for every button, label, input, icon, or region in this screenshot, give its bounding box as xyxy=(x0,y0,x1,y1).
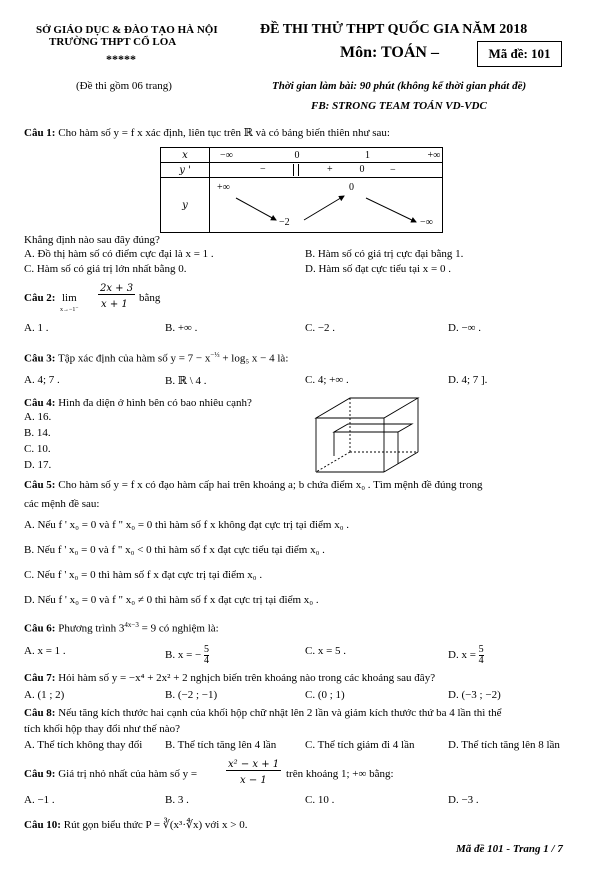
q1-prompt: Khẳng định nào sau đây đúng? xyxy=(24,234,160,246)
q9-denominator: x − 1 xyxy=(240,775,267,786)
y-val-pos-inf: +∞ xyxy=(217,182,230,193)
q7-option-b[interactable]: B. (−2 ; −1) xyxy=(165,689,218,701)
q6-option-c[interactable]: C. x = 5 . xyxy=(305,645,347,657)
question-label: Câu 4: xyxy=(24,397,56,409)
table-y-label: y xyxy=(161,178,210,233)
q3-exponent: −⅓ xyxy=(210,351,220,359)
question-1 xyxy=(24,126,390,139)
question-text: Phương trình 3 xyxy=(58,622,125,635)
q8-option-d[interactable]: D. Thể tích tăng lên 8 lần xyxy=(448,739,560,751)
yp-sign-3: − xyxy=(390,164,396,176)
school-dept: SỞ GIÁO DỤC & ĐÀO TẠO HÀ NỘI xyxy=(36,24,218,36)
q3-option-a[interactable]: A. 4; 7 . xyxy=(24,374,60,386)
question-3 xyxy=(24,351,288,365)
q6-exponent: 4x−3 xyxy=(124,621,139,629)
variation-arrows xyxy=(200,190,440,230)
q1-option-a[interactable]: A. Đồ thị hàm số có điểm cực đại là x = 1 . xyxy=(24,248,214,260)
q9-numerator: x² − x + 1 xyxy=(228,759,280,770)
q2-option-b[interactable]: B. +∞ . xyxy=(165,322,198,334)
y-val-0: 0 xyxy=(349,182,354,193)
limit-symbol: lim xyxy=(62,292,77,304)
y-val-neg-inf: −∞ xyxy=(420,217,433,228)
y-val-neg-2: −2 xyxy=(279,217,290,228)
q2-option-c[interactable]: C. −2 . xyxy=(305,322,336,334)
yp-sign-1: − xyxy=(260,164,266,176)
q4-option-d[interactable]: D. 17. xyxy=(24,459,52,471)
option-prefix: B. x = − xyxy=(165,649,202,662)
question-8 xyxy=(24,707,502,719)
q5-option-b[interactable]: B. Nếu f ' x₀ = 0 và f " x₀ < 0 thì hàm số f x đạt cực tiểu tại điểm x₀ . xyxy=(24,544,325,556)
page-footer: Mã đề 101 - Trang 1 / 7 xyxy=(456,843,563,855)
q7-option-a[interactable]: A. (1 ; 2) xyxy=(24,689,65,701)
q1-option-b[interactable]: B. Hàm số có giá trị cực đại bằng 1. xyxy=(305,248,464,260)
q9-text-2: trên khoảng 1; +∞ bằng: xyxy=(286,768,394,780)
question-label: Câu 10: xyxy=(24,819,61,831)
q5-text-2: các mệnh đề sau: xyxy=(24,498,100,510)
q2-option-d[interactable]: D. −∞ . xyxy=(448,322,481,334)
school-name: TRƯỜNG THPT CỔ LOA xyxy=(49,36,177,48)
q2-tail: bằng xyxy=(139,292,161,304)
question-text: Hình đa diện ở hình bên có bao nhiêu cạnh? xyxy=(58,397,252,409)
q5-option-a[interactable]: A. Nếu f ' x₀ = 0 và f " x₀ = 0 thì hàm số f x không đạt cực trị tại điểm x₀ . xyxy=(24,519,350,531)
q9-option-b[interactable]: B. 3 . xyxy=(165,794,189,806)
q4-option-b[interactable]: B. 14. xyxy=(24,427,51,439)
question-text: Tập xác định của hàm số y = 7 − x xyxy=(58,352,211,365)
question-label: Câu 5: xyxy=(24,479,56,491)
question-label: Câu 2: xyxy=(24,292,56,304)
q6-option-b[interactable] xyxy=(165,645,209,666)
question-text: Giá trị nhỏ nhất của hàm số y = xyxy=(58,768,198,780)
question-label: Câu 1: xyxy=(24,127,56,139)
q5-option-c[interactable]: C. Nếu f ' x₀ = 0 thì hàm số f x đạt cực trị tại điểm x₀ . xyxy=(24,569,263,581)
q9-option-c[interactable]: C. 10 . xyxy=(305,794,335,806)
q7-option-d[interactable]: D. (−3 ; −2) xyxy=(448,689,501,701)
q6-option-a[interactable]: A. x = 1 . xyxy=(24,645,66,657)
question-9 xyxy=(24,768,197,780)
q2-denominator: x + 1 xyxy=(101,299,128,310)
q4-option-a[interactable]: A. 16. xyxy=(24,411,52,423)
question-label: Câu 9: xyxy=(24,768,56,780)
q4-option-c[interactable]: C. 10. xyxy=(24,443,51,455)
fraction-num: 5 xyxy=(478,644,484,655)
q3-option-b[interactable]: B. ℝ \ 4 . xyxy=(165,375,207,387)
time-note: Thời gian làm bài: 90 phút (không kể thời gian phát đề) xyxy=(272,80,527,92)
question-label: Câu 6: xyxy=(24,622,56,635)
x-val-pos-inf: +∞ xyxy=(427,149,441,161)
question-6 xyxy=(24,621,219,635)
question-text: Hỏi hàm số y = −x⁴ + 2x² + 2 nghịch biến trên khoảng nào trong các khoảng sau đây? xyxy=(58,672,436,684)
q2-numerator: 2x + 3 xyxy=(100,283,134,294)
fraction xyxy=(204,645,209,666)
question-4 xyxy=(24,397,252,409)
fraction-den: 4 xyxy=(478,655,484,666)
question-text-2: = 9 có nghiệm là: xyxy=(138,622,219,635)
question-5 xyxy=(24,479,482,491)
q6-option-d[interactable] xyxy=(448,645,484,666)
exam-code-box: Mã đề: 101 xyxy=(477,41,562,67)
q5-option-d[interactable]: D. Nếu f ' x₀ = 0 và f " x₀ ≠ 0 thì hàm số f x đạt cực trị tại điểm x₀ . xyxy=(24,594,319,606)
fraction-den: 4 xyxy=(204,655,209,666)
question-7 xyxy=(24,672,435,684)
exam-title: ĐỀ THI THỬ THPT QUỐC GIA NĂM 2018 xyxy=(260,22,528,37)
question-10 xyxy=(24,818,248,831)
q8-option-c[interactable]: C. Thể tích giảm đi 4 lần xyxy=(305,739,415,751)
fraction xyxy=(479,645,484,666)
question-label: Câu 8: xyxy=(24,707,56,719)
table-yp-label: y ' xyxy=(161,163,210,178)
limit-sub: x→−1⁻ xyxy=(60,307,79,313)
question-2 xyxy=(24,292,55,304)
polyhedron-figure xyxy=(312,396,422,476)
question-text: Cho hàm số y = f x xác định, liên tục trên ℝ và có bảng biến thiên như sau: xyxy=(58,127,390,139)
q1-option-c[interactable]: C. Hàm số có giá trị lớn nhất bằng 0. xyxy=(24,263,187,275)
x-val-0: 0 xyxy=(294,149,300,161)
q1-option-d[interactable]: D. Hàm số đạt cực tiểu tại x = 0 . xyxy=(305,263,451,275)
x-val-1: 1 xyxy=(365,149,370,161)
table-x-row xyxy=(210,148,443,163)
q3-option-d[interactable]: D. 4; 7 ]. xyxy=(448,374,488,386)
q8-text-2: tích khối hộp thay đổi như thế nào? xyxy=(24,723,180,735)
q3-option-c[interactable]: C. 4; +∞ . xyxy=(305,374,349,386)
pages-note: (Đề thi gồm 06 trang) xyxy=(76,80,172,92)
question-label: Câu 7: xyxy=(24,672,56,684)
table-x-label: x xyxy=(161,148,210,163)
subject: Môn: TOÁN – xyxy=(340,44,439,61)
question-text: Cho hàm số y = f x có đạo hàm cấp hai trên khoảng a; b chứa điểm x₀ . Tìm mệnh đề đúng trong xyxy=(58,479,483,491)
question-text: Rút gọn biểu thức P = ∛(x³·∜x) với x > 0. xyxy=(63,819,248,831)
yp-zero: 0 xyxy=(359,164,365,176)
question-text: Nếu tăng kích thước hai cạnh của khối hộp chữ nhật lên 2 lần và giảm kích thước thứ ba 4 lần thì thể xyxy=(58,707,502,719)
header-stars: ***** xyxy=(106,52,136,66)
q9-option-d[interactable]: D. −3 . xyxy=(448,794,479,806)
q7-option-c[interactable]: C. (0 ; 1) xyxy=(305,689,345,701)
option-prefix: D. x = xyxy=(448,649,479,662)
yp-sign-2: + xyxy=(327,164,333,176)
q8-option-a[interactable]: A. Thể tích không thay đổi xyxy=(24,739,143,751)
question-label: Câu 3: xyxy=(24,352,56,365)
fraction-num: 5 xyxy=(204,644,209,655)
fb-note: FB: STRONG TEAM TOÁN VD-VDC xyxy=(311,100,487,112)
question-text-2: + log₅ x − 4 là: xyxy=(219,352,289,365)
q2-option-a[interactable]: A. 1 . xyxy=(24,322,49,334)
q8-option-b[interactable]: B. Thể tích tăng lên 4 lần xyxy=(165,739,277,751)
table-yp-row xyxy=(210,163,443,178)
x-val-neg-inf: −∞ xyxy=(220,149,233,161)
undefined-mark xyxy=(293,164,299,176)
q9-option-a[interactable]: A. −1 . xyxy=(24,794,55,806)
